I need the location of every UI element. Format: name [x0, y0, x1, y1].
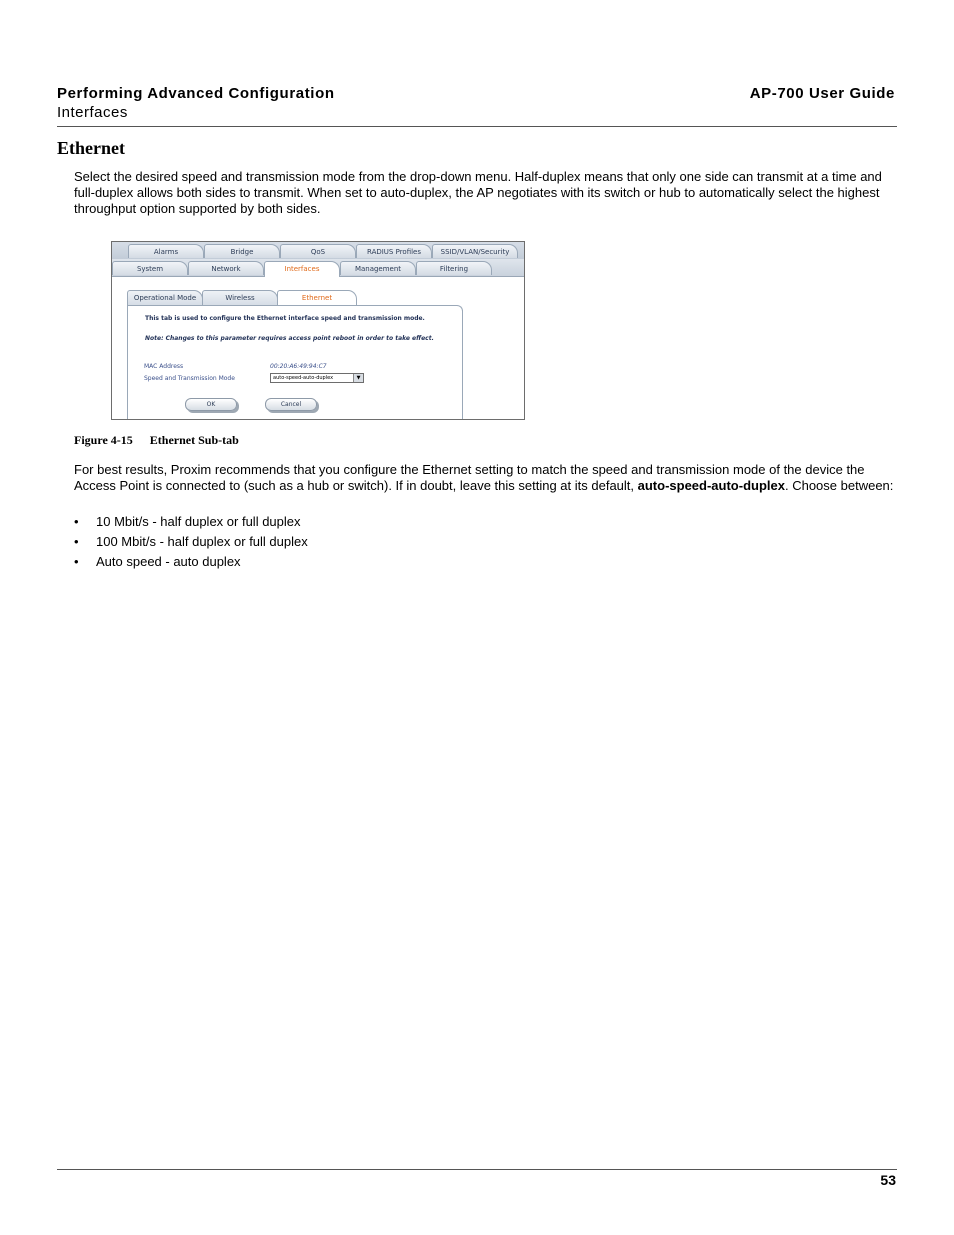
subtab-ethernet[interactable]: Ethernet: [277, 290, 357, 307]
list-item: [74, 554, 308, 574]
tab-system[interactable]: System: [112, 261, 188, 275]
chapter-title: Performing Advanced Configuration: [57, 85, 335, 102]
tab-interfaces[interactable]: Interfaces: [264, 261, 340, 277]
recommendation-text-end: . Choose between:: [784, 478, 894, 493]
list-item-text: 100 Mbit/s - half duplex or full duplex: [96, 534, 308, 549]
ethernet-subtab-screenshot: [111, 241, 525, 420]
tab-alarms[interactable]: Alarms: [128, 244, 204, 258]
section-heading: Ethernet: [57, 138, 125, 158]
section-title: Interfaces: [57, 104, 128, 121]
tab-ssid-vlan-security[interactable]: SSID/VLAN/Security: [432, 244, 518, 258]
panel-description: This tab is used to configure the Ethernet interface speed and transmission mode.: [145, 315, 425, 322]
header-rule: [57, 126, 897, 127]
default-setting: auto-speed-auto-duplex: [637, 478, 785, 493]
bullet-marker: •: [74, 534, 79, 549]
tab-qos[interactable]: QoS: [280, 244, 356, 258]
subtab-wireless[interactable]: Wireless: [202, 290, 278, 305]
bullet-marker: •: [74, 514, 79, 529]
guide-title: AP-700 User Guide: [749, 85, 895, 102]
tab-bridge[interactable]: Bridge: [204, 244, 280, 258]
subtab-operational-mode[interactable]: Operational Mode: [127, 290, 203, 305]
list-item: [74, 514, 308, 534]
tab-row-top: [112, 242, 524, 259]
subtab-row: [127, 290, 463, 306]
tab-filtering[interactable]: Filtering: [416, 261, 492, 275]
panel-note: Note: Changes to this parameter requires access point reboot in order to take effect.: [145, 335, 434, 342]
list-item: [74, 534, 308, 554]
page-number: 53: [880, 1172, 896, 1188]
figure-title: Ethernet Sub-tab: [149, 433, 239, 447]
list-item-text: 10 Mbit/s - half duplex or full duplex: [96, 514, 301, 529]
tab-management[interactable]: Management: [340, 261, 416, 275]
figure-number: Figure 4-15: [74, 433, 133, 447]
tab-radius-profiles[interactable]: RADIUS Profiles: [356, 244, 432, 258]
running-header-left: [57, 85, 335, 122]
chevron-down-icon[interactable]: ▼: [353, 374, 363, 382]
tab-row-bottom: [112, 259, 524, 277]
speed-mode-select[interactable]: [270, 373, 364, 383]
mac-address-label: MAC Address: [144, 363, 184, 370]
list-item-text: Auto speed - auto duplex: [96, 554, 241, 569]
recommendation-text-start: For best results, Proxim recommends that you configure the Ethernet setting to match the speed and transmission mode of the device the Access Point is connected to (such as a hub or switch). If in doubt, leave this setting at its default,: [74, 462, 865, 493]
recommendation-paragraph: [74, 462, 898, 494]
speed-mode-selected-value: auto-speed-auto-duplex: [273, 375, 334, 381]
intro-paragraph: Select the desired speed and transmission mode from the drop-down menu. Half-duplex means that only one side can transmit at a time and full-duplex allows both sides to transmit. When set to auto-duplex, the AP negotiates with its switch or hub to automatically select the highest throughput option supported by both sides.: [74, 169, 882, 216]
figure-caption: [74, 433, 239, 448]
bullet-marker: •: [74, 554, 79, 569]
cancel-button[interactable]: Cancel: [265, 398, 317, 411]
mac-address-value: 00:20:A6:49:94:C7: [270, 363, 327, 370]
footer-rule: [57, 1169, 897, 1170]
speed-mode-label: Speed and Transmission Mode: [144, 375, 235, 382]
option-list: [74, 514, 308, 574]
ok-button[interactable]: OK: [185, 398, 237, 411]
tab-network[interactable]: Network: [188, 261, 264, 275]
